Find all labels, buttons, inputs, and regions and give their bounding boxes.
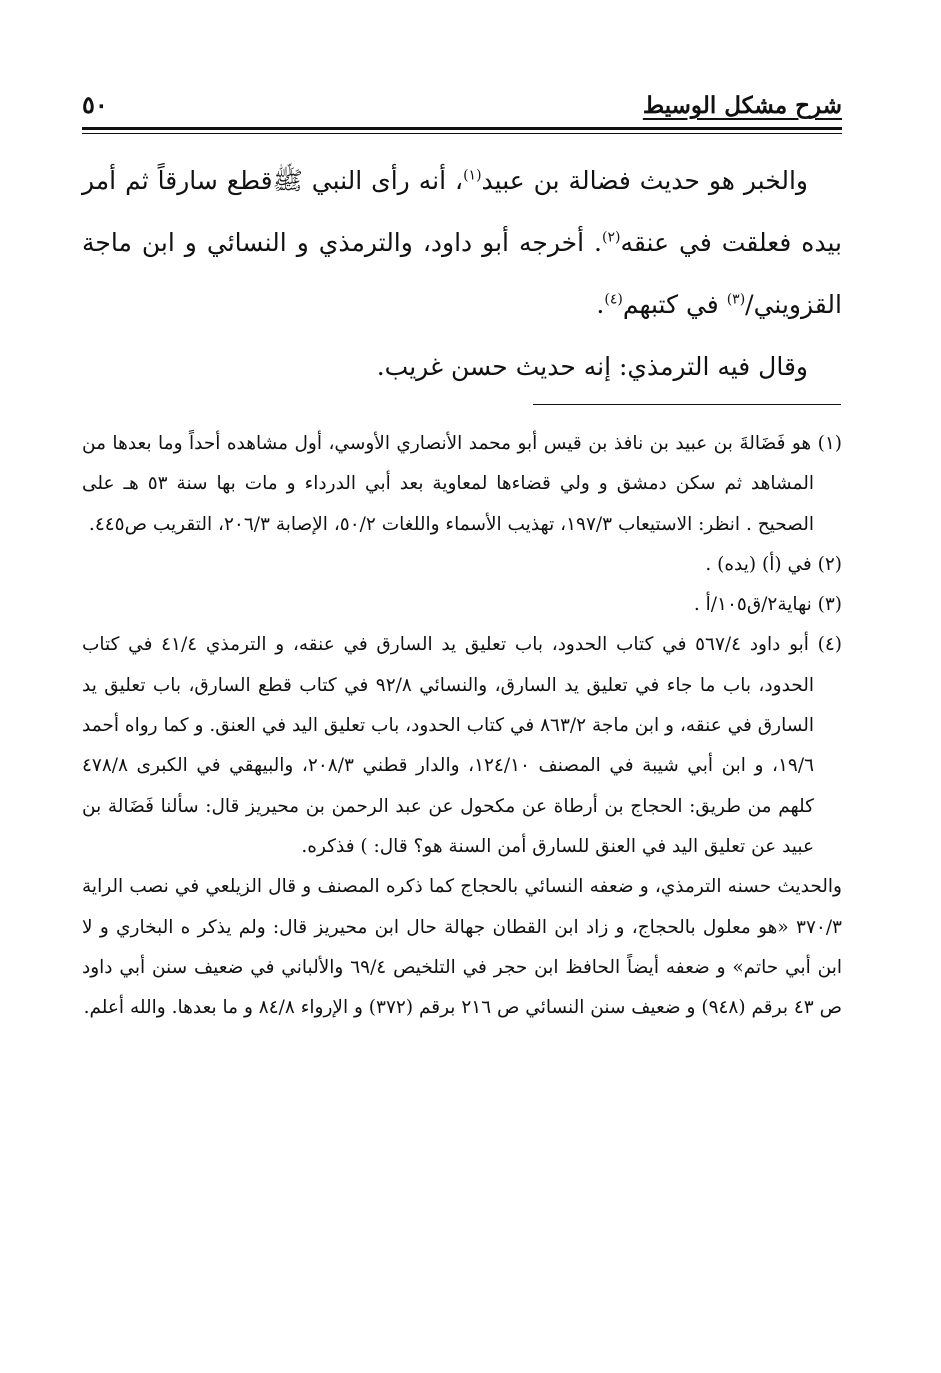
footnote-ref-4: (٤) [604,291,623,308]
footnote-ref-1: (١) [463,167,482,184]
footnote-1: (١) هو فَضَالةَ بن عبيد بن نافذ بن قيس أبو محمد الأنصاري الأوسي، أول مشاهده أحداً وما بعدها من المشاهد ثم سكن دمشق و ولي قضاءها لمعاوية بعد أبي الدرداء و مات بها سنة ٥٣ هـ على الصحيح . انظر: الاستيعاب ١٩٧/٣، تهذيب الأسماء واللغات ٥٠/٢، الإصابة ٢٠٦/٣، التقريب ص٤٤٥. [82,433,842,535]
text-run: ، أنه رأى النبي ﷺقطع سارقاً ثم أمر بيده فعلقت في عنقه [82,166,842,257]
text-run: في كتبهم [622,290,727,319]
book-title: شرح مشكل الوسيط [642,92,842,119]
header-rule-thin [82,133,842,134]
text-run: . [596,290,605,319]
main-text [82,150,842,398]
footnote-ref-3: (٣) [726,291,746,308]
running-header [82,88,842,128]
header-rule-thick [82,127,842,130]
text-run: والخبر هو حديث فضالة بن عبيد [481,166,808,195]
footnote-4-continuation: والحديث حسنه الترمذي، و ضعفه النسائي بالحجاج كما ذكره المصنف و قال الزيلعي في نصب الراية ٣٧٠/٣ «هو معلول بالحجاج، و زاد ابن القطان جهالة حال ابن محيريز قال: ولم يذكر ه البخاري و لا ابن أبي حاتم» و ضعفه أيضاً الحافظ ابن حجر في التلخيص ٦٩/٤ والألباني في ضعيف سنن أبي داود ص ٤٣ برقم (٩٤٨) و ضعيف سنن النسائي ص ٢١٦ برقم (٣٧٢) و الإرواء ٨٤/٨ و ما بعدها. والله أعلم. [82,876,842,1019]
footnote-ref-2: (٢) [602,229,621,246]
footnote-2: (٢) في (أ) (يده) . [705,553,842,575]
page-number: ٥٠ [82,90,108,119]
footnote-4: (٤) أبو داود ٥٦٧/٤ في كتاب الحدود، باب تعليق يد السارق في عنقه، و الترمذي ٤١/٤ في كتاب الحدود، باب ما جاء في تعليق يد السارق، والنسائي ٩٢/٨ في كتاب قطع السارق، باب تعليق يد السارق في عنقه، و ابن ماجة ٨٦٣/٢ في كتاب الحدود، باب تعليق اليد في العنق. و كما رواه أحمد ١٩/٦، و ابن أبي شيبة في المصنف ١٢٤/١٠، والدار قطني ٢٠٨/٣، والبيهقي في الكبرى ٤٧٨/٨ كلهم من طريق: الحجاج بن أرطاة عن مكحول عن عبد الرحمن بن محيريز قال: سألنا فَضَالة بن عبيد عن تعليق اليد في العنق للسارق أمن السنة هو؟ قال: ) فذكره. [82,634,842,857]
footnote-separator [533,404,841,405]
text-run: . أخرجه أبو داود، والترمذي و النسائي و ابن ماجة القزويني/ [82,228,842,319]
footnotes [82,424,842,1028]
footnote-3: (٣) نهاية٢/ق١٠٥/أ . [693,594,842,616]
main-paragraph-1 [82,150,842,336]
main-paragraph-2: وقال فيه الترمذي: إنه حديث حسن غريب. [376,352,808,381]
